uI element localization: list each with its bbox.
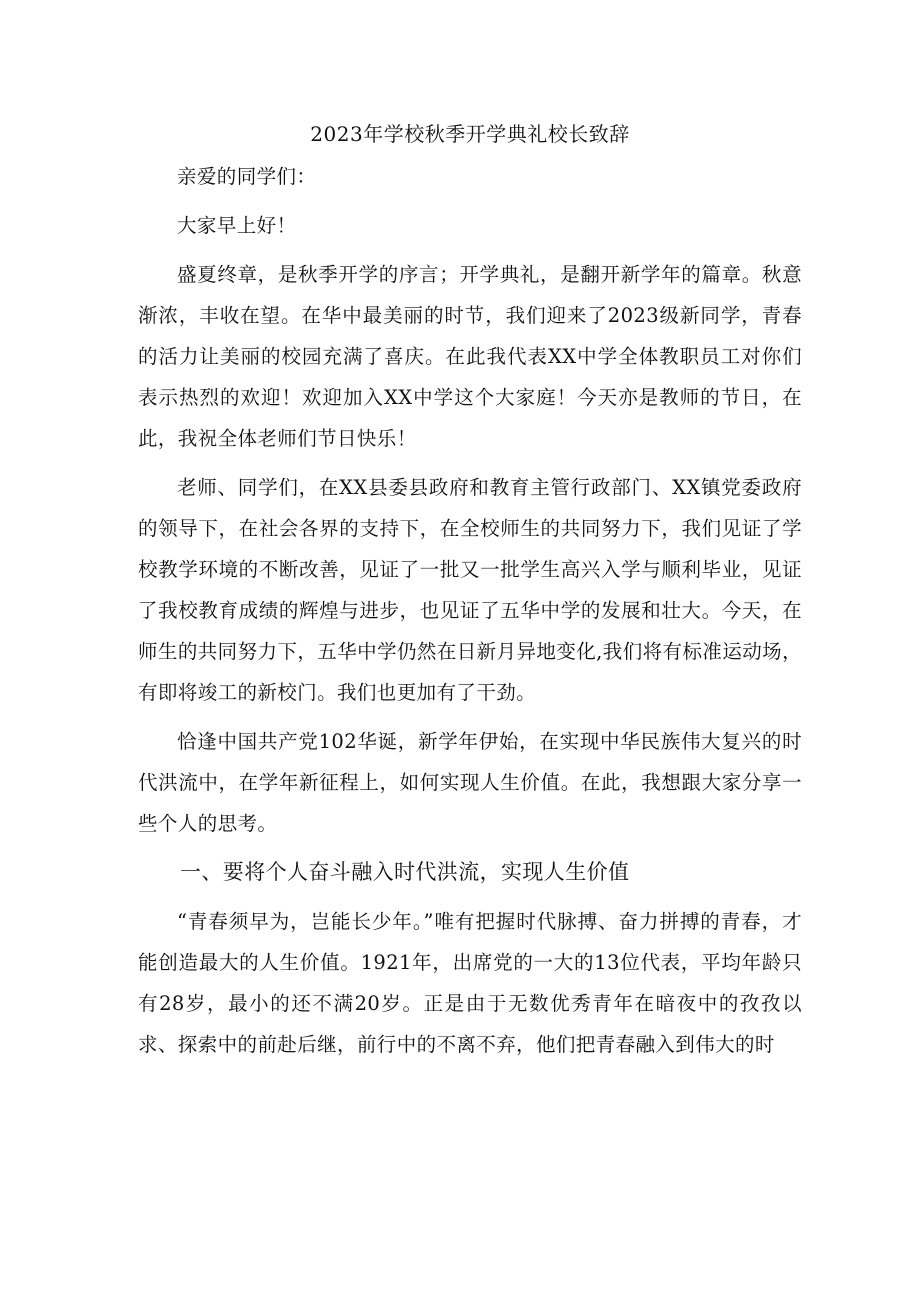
salutation: 亲爱的同学们： <box>177 165 317 188</box>
document-body <box>138 116 802 1073</box>
paragraph-opening: 盛夏终章，是秋季开学的序言；开学典礼，是翻开新学年的篇章。秋意渐浓，丰收在望。在华中最美丽的时节，我们迎来了2023级新同学，青春的活力让美丽的校园充满了喜庆。在此我代表XX中学全体教职员工对你们表示热烈的欢迎！欢迎加入XX中学这个大家庭！今天亦是教师的节日，在此，我祝全体老师们节日快乐！ <box>138 263 802 450</box>
paragraph-youth: “青春须早为，岂能长少年。”唯有把握时代脉搏、奋力拼搏的青春，才能创造最大的人生价值。1921年，出席党的一大的13位代表，平均年龄只有28岁，最小的还不满20岁。正是由于无数优秀青年在暗夜中的孜孜以求、探索中的前赴后继，前行中的不离不弃，他们把青春融入到伟大的时 <box>138 910 802 1056</box>
section-heading-1: 一、要将个人奋斗融入时代洪流，实现人生价值 <box>180 860 630 884</box>
paragraph-transition: 恰逢中国共产党102华诞，新学年伊始，在实现中华民族伟大复兴的时代洪流中，在学年新征程上，如何实现人生价值。在此，我想跟大家分享一些个人的思考。 <box>138 730 802 835</box>
document-title: 2023年学校秋季开学典礼校长致辞 <box>310 122 630 146</box>
paragraph-achievements: 老师、同学们，在XX县委县政府和教育主管行政部门、XX镇党委政府的领导下，在社会各界的支持下，在全校师生的共同努力下，我们见证了学校教学环境的不断改善，见证了一批又一批学生高兴入学与顺利毕业，见证了我校教育成绩的辉煌与进步，也见证了五华中学的发展和壮大。今天，在师生的共同努力下，五华中学仍然在日新月异地变化,我们将有标准运动场，有即将竣工的新校门。我们也更加有了干劲。 <box>138 476 802 704</box>
greeting: 大家早上好！ <box>177 214 297 237</box>
